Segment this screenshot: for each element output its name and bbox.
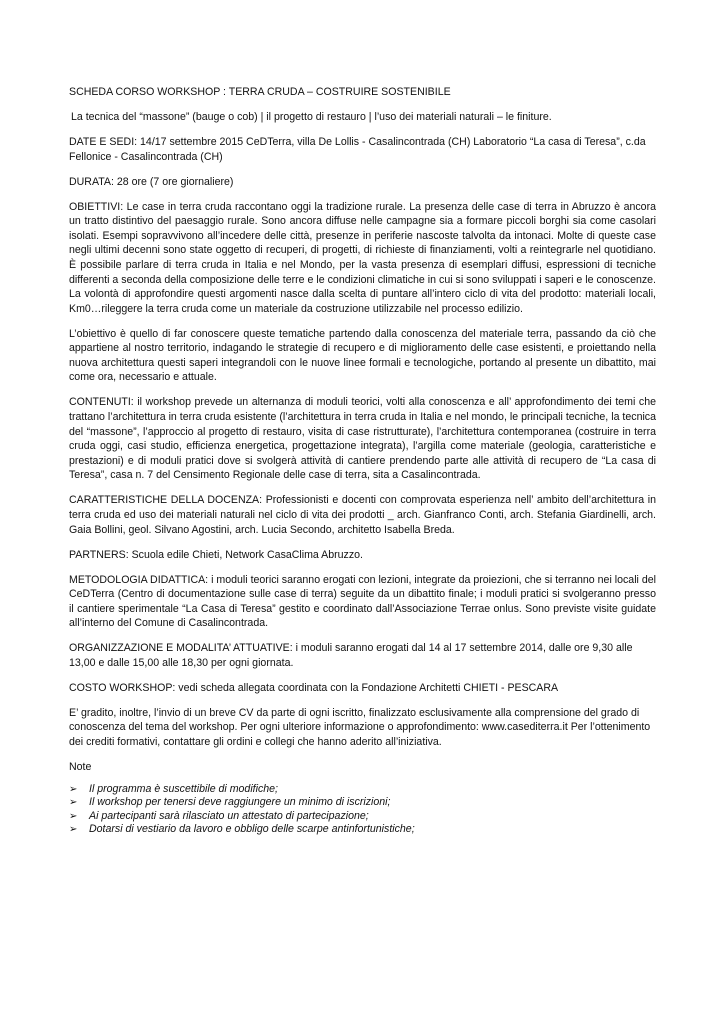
arrow-bullet-icon: ➢ bbox=[69, 824, 78, 836]
notes-heading: Note bbox=[69, 761, 92, 774]
arrow-bullet-icon: ➢ bbox=[69, 797, 78, 809]
list-item bbox=[69, 783, 656, 797]
note-text: Il programma è suscettibile di modifiche; bbox=[89, 782, 279, 795]
note-text: Dotarsi di vestiario da lavoro e obbligo delle scarpe antinfortunistiche; bbox=[89, 823, 415, 836]
methodology-paragraph: METODOLOGIA DIDATTICA: i moduli teorici saranno erogati con lezioni, integrate da proiezioni, che si terranno nei locali del CeDTerra (Centro di documentazione sulle case di terra) seguite da un dibattito finale; i moduli pratici si svolgeranno presso il cantiere sperimentale “La Casa di Teresa” gestito e coordinato dall’Associazione Terrae onlus. Sono previste visite guidate all’interno del Comune di Casalincontrada. bbox=[69, 573, 656, 630]
document-page bbox=[69, 85, 656, 837]
list-item bbox=[69, 810, 656, 824]
partners-paragraph: PARTNERS: Scuola edile Chieti, Network CasaClima Abruzzo. bbox=[69, 548, 363, 561]
arrow-bullet-icon: ➢ bbox=[69, 783, 78, 795]
goal-paragraph: L’obiettivo è quello di far conoscere queste tematiche partendo dalla conoscenza del materiale terra, passando da ciò che appartiene al nostro territorio, indagando le strategie di recupero e di miglioramento delle case esistenti, e proiettando nella nuova architettura questi saperi integrandoli con le nuove linee formali e tecnologiche, portando al presente un dibattito, mai come ora, necessario e attuale. bbox=[69, 327, 656, 384]
teaching-staff-paragraph: CARATTERISTICHE DELLA DOCENZA: Professionisti e docenti con comprovata esperienza nell’ ambito dell’architettura in terra cruda ed uso dei materiali naturali nel ciclo di vita dei prodotti _ arch. Gianfranco Conti, arch. Stefania Giardinelli, arch. Gaia Bollini, geol. Silvano Agostini, arch. Lucia Secondo, architetto Isabella Breda. bbox=[69, 494, 656, 536]
contents-paragraph: CONTENUTI: il workshop prevede un alternanza di moduli teorici, volti alla conoscenza e all’ approfondimento dei temi che trattano l’architettura in terra cruda esistente (l’architettura in terra cruda in Italia e nel mondo, le principali tecniche, la tecnica del “massone”, l’approccio al progetto di restauro, visita di case ristrutturate), l’architettura contemporanea (costruire in terra cruda oggi, casi studio, efficienza energetica, progettazione integrata), l’argilla come materiale (geologia, caratteristiche e prestazioni) e di moduli pratici dove si svolgerà attività di cantiere prendendo parte alle attività di recupero de “La casa di Teresa”, casa n. 7 del Censimento Regionale delle case di terra, sita a Casalincontrada. bbox=[69, 396, 656, 482]
course-title: SCHEDA CORSO WORKSHOP : TERRA CRUDA – COSTRUIRE SOSTENIBILE bbox=[69, 86, 451, 98]
list-item bbox=[69, 823, 656, 837]
list-item bbox=[69, 796, 656, 810]
notes-list bbox=[69, 783, 656, 837]
objectives-paragraph: OBIETTIVI: Le case in terra cruda raccontano oggi la tradizione rurale. La presenza delle case di terra in Abruzzo è ancora un tratto distintivo del paesaggio rurale. Sono ancora diffuse nelle campagne sia a formare piccoli borghi sia come casolari isolati. Esempi sopravvivono all’incedere delle città, presenze in periferie nascoste talvolta da intonaci. Molte di queste case negli ultimi decenni sono state oggetto di recuperi, di progetti, di richieste di finanziamenti, volti a reintegrarle nel quotidiano. È possibile parlare di terra cruda in Italia e nel Mondo, per la vasta presenza di esemplari diffusi, espressioni di tecniche differenti a seconda della composizione delle terre e le condizioni climatiche in cui si sono sviluppati i saperi e le conoscenze. La volontà di approfondire questi argomenti nasce dalla scelta di puntare all’intero ciclo di vita del prodotto: materiali locali, Km0…rileggere la terra cruda come un materiale da costruzione utilizzabile nel processo edilizio. bbox=[69, 200, 656, 315]
dates-and-venues: DATE E SEDI: 14/17 settembre 2015 CeDTerra, villa De Lollis - Casalincontrada (CH) Laboratorio “La casa di Teresa”, c.da Fellonice - Casalincontrada (CH) bbox=[69, 135, 646, 163]
note-text: Il workshop per tenersi deve raggiungere un minimo di iscrizioni; bbox=[89, 796, 391, 809]
cv-request-paragraph: E’ gradito, inoltre, l’invio di un breve CV da parte di ogni iscritto, finalizzato esclusivamente alla comprensione del grado di conoscenza del tema del workshop. Per ogni ulteriore informazione o approfondimento: www.casediterra.it Per l’ottenimento dei crediti formativi, contattare gli ordini e collegi che hanno aderito all’iniziativa. bbox=[69, 706, 651, 749]
arrow-bullet-icon: ➢ bbox=[69, 810, 78, 822]
course-subtitle: La tecnica del “massone” (bauge o cob) | il progetto di restauro | l’uso dei materiali naturali – le finiture. bbox=[71, 110, 552, 123]
cost-paragraph: COSTO WORKSHOP: vedi scheda allegata coordinata con la Fondazione Architetti CHIETI - PESCARA bbox=[69, 681, 559, 694]
duration: DURATA: 28 ore (7 ore giornaliere) bbox=[69, 175, 234, 188]
organization-paragraph: ORGANIZZAZIONE E MODALITA’ ATTUATIVE: i moduli saranno erogati dal 14 al 17 settembre 2014, dalle ore 9,30 alle 13,00 e dalle 15,00 alle 18,30 per ogni giornata. bbox=[69, 642, 633, 669]
note-text: Ai partecipanti sarà rilasciato un attestato di partecipazione; bbox=[89, 809, 369, 822]
